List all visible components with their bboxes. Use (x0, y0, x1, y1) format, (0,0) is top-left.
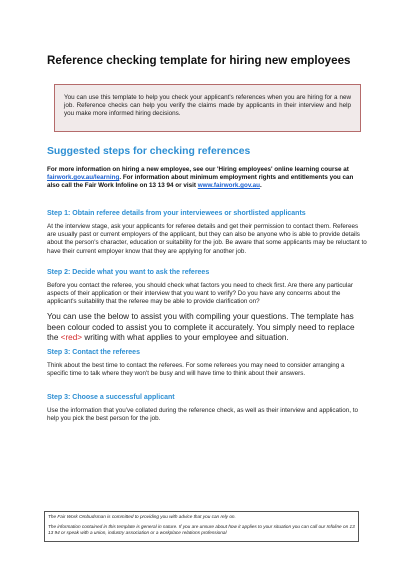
intro-box (54, 84, 361, 132)
info-text-1: For more information on hiring a new employee, see our 'Hiring employees' online learning course at (47, 166, 349, 173)
step4-body: Use the information that you've collated during the reference check, as well as their interview and application, to help you pick the best person for the job. (47, 407, 358, 423)
info-paragraph (47, 166, 367, 191)
fairwork-link[interactable]: www.fairwork.gov.au (197, 182, 260, 190)
step3-heading: Step 3: Contact the referees (47, 349, 140, 356)
suggested-steps-heading: Suggested steps for checking references (47, 146, 251, 157)
footer-line-2: The information contained in this template is general in nature. If you are unsure about how it applies to your situation you can call our Infoline on 13 13 94 or speak with a union, industry association or a workplace relations professional (48, 524, 355, 536)
info-text-3: . (260, 182, 262, 190)
info-text-2: . For information about minimum employment rights and entitlements you can also call the Fair Work Infoline on 13 13 94 or visit (47, 174, 354, 190)
step2-heading: Step 2: Decide what you want to ask the referees (47, 269, 210, 276)
step4-heading: Step 3: Choose a successful applicant (47, 394, 175, 401)
step1-body: At the interview stage, ask your applicants for referee details and get their permission to contact them. Referees are usually past or current employers of the applicant, but they can also be anyone who is able to provide details about the person's character, education or suitability for the job. Be aware that some applicants may be reluctant to have their current employer know that they are applying for another job. (47, 223, 367, 255)
step3-body: Think about the best time to contact the referees. For some referees you may need to consider arranging a specific time to talk where they won't be busy and will have time to think about their answers. (47, 362, 345, 378)
footer-box (44, 511, 359, 542)
step2-body: Before you contact the referee, you should check what factors you need to check first. Are there any particular aspects of their application or their interview that you want to verify? Do you have any concerns about the applicant's suitability that the referee may be able to provide clarification on? (47, 282, 353, 306)
step1-heading: Step 1: Obtain referee details from your interviewees or shortlisted applicants (47, 210, 306, 217)
template-note (47, 312, 367, 344)
learning-link[interactable]: fairwork.gov.au/learning (47, 174, 120, 182)
template-note-text-2: writing with what applies to your employee and situation. (82, 333, 289, 343)
red-tag: <red> (60, 333, 83, 343)
footer-line-1: The Fair Work Ombudsman is committed to providing you with advice that you can rely on. (48, 514, 236, 519)
template-note-text-1: You can use the below to assist you with compiling your questions. The template has been colour coded to assist you to complete it accurately. You simply need to replace the (47, 312, 355, 343)
intro-text: You can use this template to help you check your applicant's references when you are hiring for a new job. Reference checks can help you verify the claims made by applicants in their interview and help you make more informed hiring decisions. (64, 94, 351, 118)
page-title: Reference checking template for hiring new employees (47, 54, 351, 67)
